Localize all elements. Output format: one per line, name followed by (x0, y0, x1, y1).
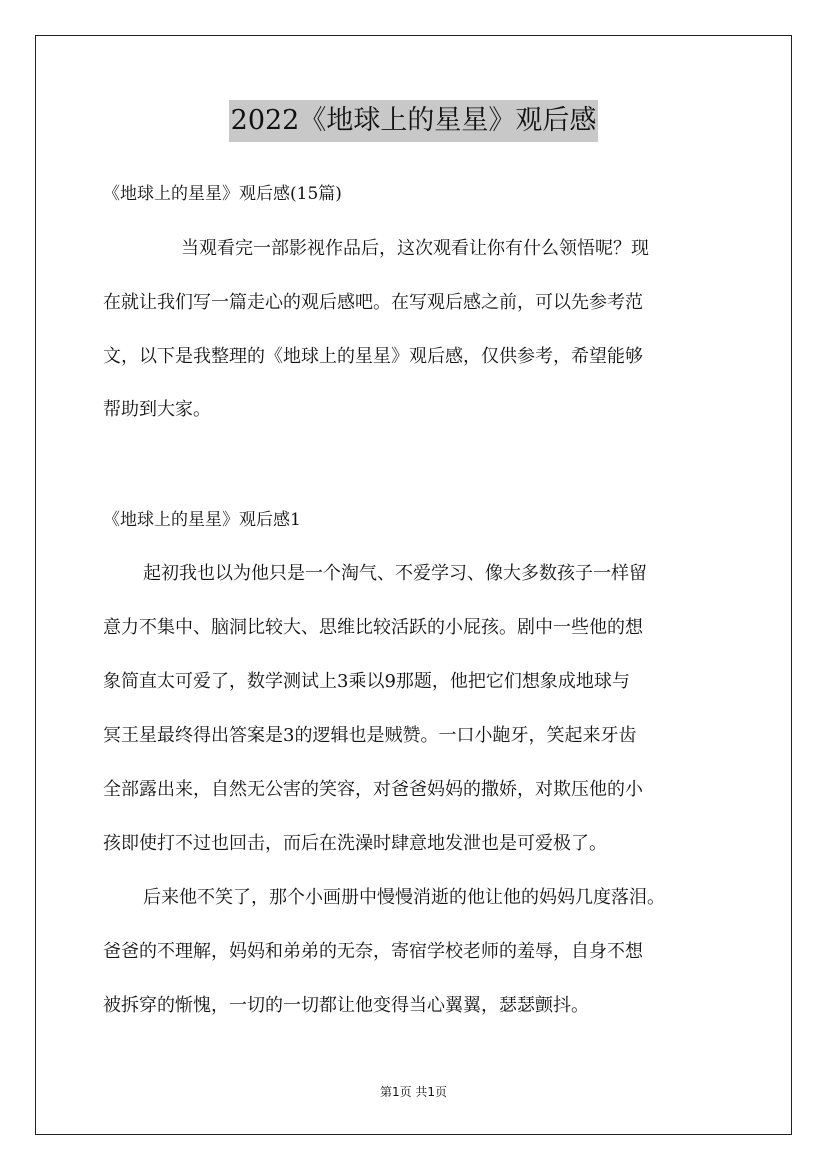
document-title: 2022《地球上的星星》观后感 (229, 100, 599, 142)
paragraph-line: 全部露出来，自然无公害的笑容，对爸爸妈妈的撒娇，对欺压他的小 (103, 779, 643, 800)
document-subtitle: 《地球上的星星》观后感(15篇) (103, 184, 342, 204)
paragraph-line: 被拆穿的惭愧，一切的一切都让他变得当心翼翼，瑟瑟颤抖。 (103, 995, 589, 1016)
paragraph-line: 意力不集中、脑洞比较大、思维比较活跃的小屁孩。剧中一些他的想 (103, 617, 643, 638)
paragraph-line: 爸爸的不理解，妈妈和弟弟的无奈，寄宿学校老师的羞辱，自身不想 (103, 941, 643, 962)
title-wrap (0, 100, 827, 142)
page-footer: 第1页 共1页 (379, 1085, 448, 1099)
paragraph-line: 孩即使打不过也回击，而后在洗澡时肆意地发泄也是可爱极了。 (103, 833, 607, 854)
intro-line: 当观看完一部影视作品后，这次观看让你有什么领悟呢？现 (181, 238, 649, 259)
intro-line: 在就让我们写一篇走心的观后感吧。在写观后感之前，可以先参考范 (103, 292, 643, 313)
paragraph-line: 象简直太可爱了，数学测试上3乘以9那题，他把它们想象成地球与 (103, 671, 630, 692)
paragraph-line: 后来他不笑了，那个小画册中慢慢消逝的他让他的妈妈几度落泪。 (143, 887, 665, 908)
intro-line: 帮助到大家。 (103, 399, 211, 420)
paragraph-line: 起初我也以为他只是一个淘气、不爱学习、像大多数孩子一样留 (143, 563, 647, 584)
paragraph-line: 冥王星最终得出答案是3的逻辑也是贼赞。一口小龅牙，笑起来牙齿 (103, 725, 637, 746)
section-heading: 《地球上的星星》观后感1 (103, 510, 301, 530)
intro-line: 文，以下是我整理的《地球上的星星》观后感，仅供参考，希望能够 (103, 346, 643, 367)
